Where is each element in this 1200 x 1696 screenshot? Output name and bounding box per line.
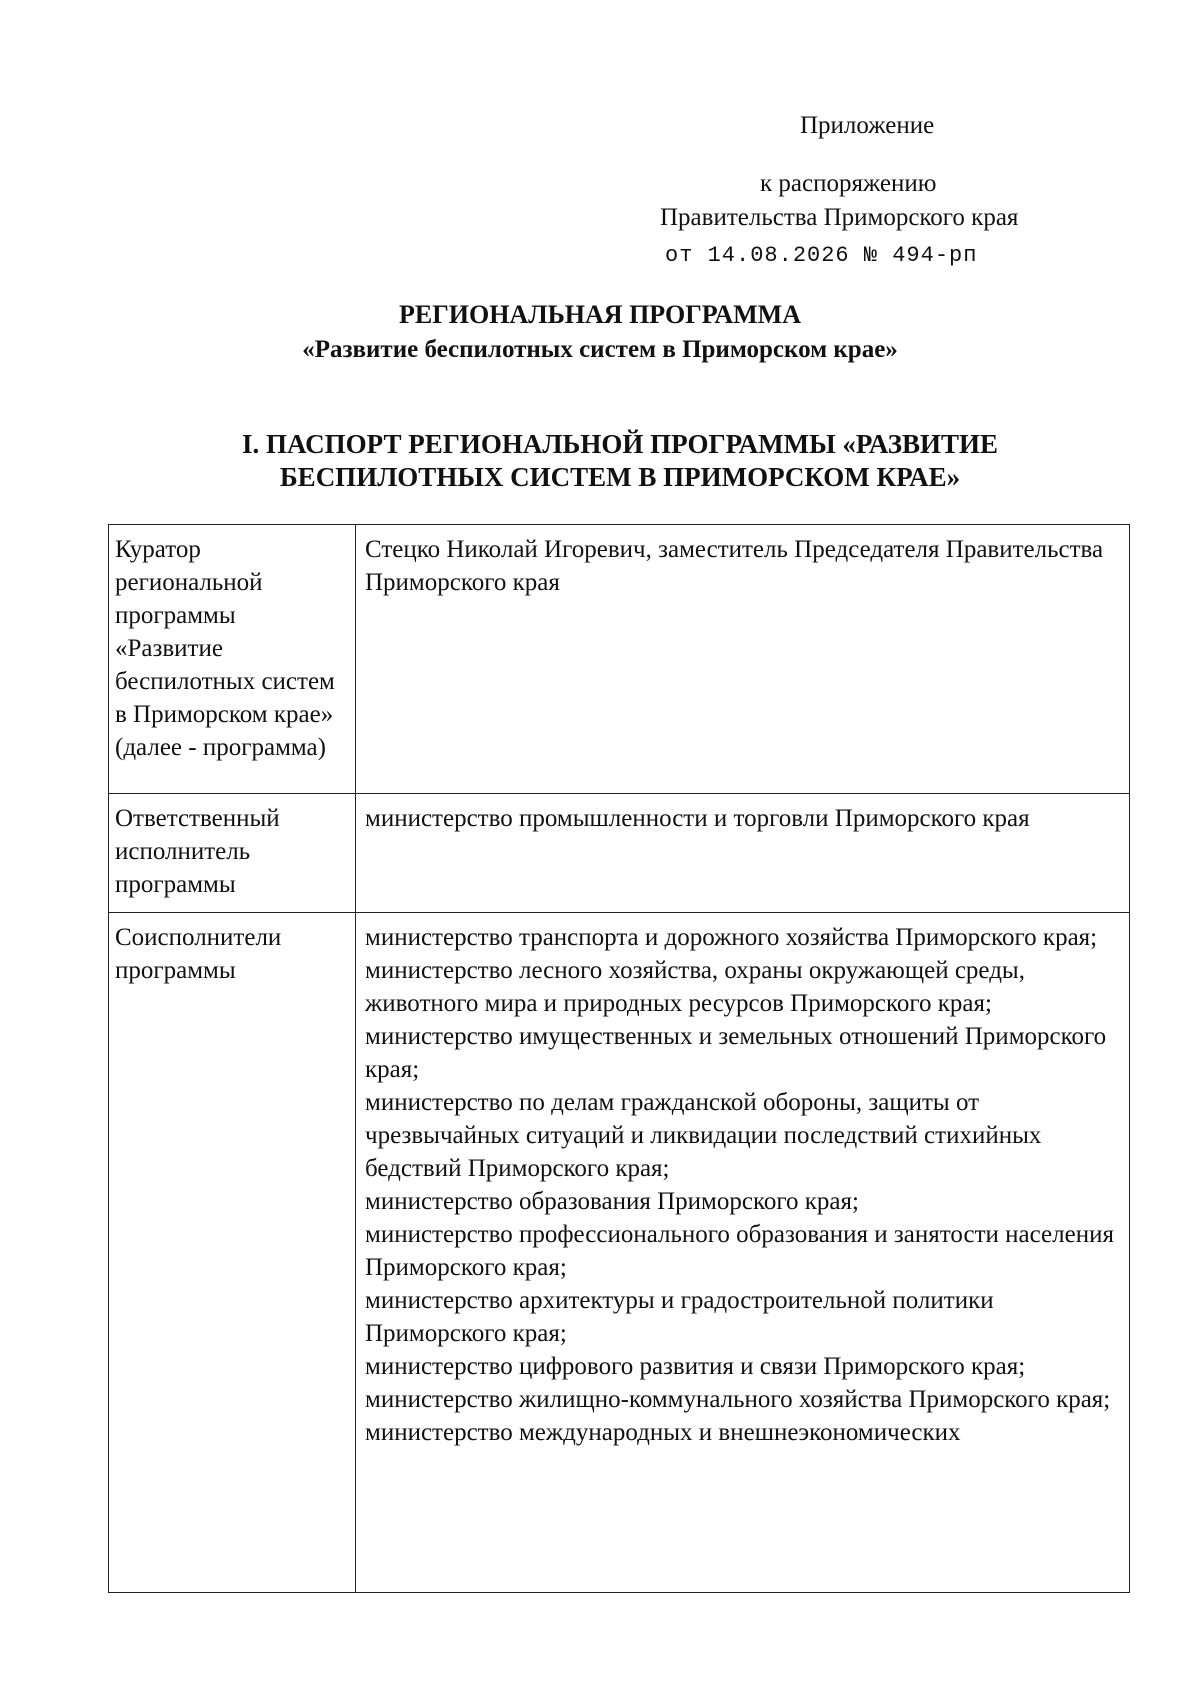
program-subtitle: «Развитие беспилотных систем в Приморском крае» [302,336,898,363]
list-item: министерство цифрового развития и связи Приморского края; [365,1353,1026,1380]
appendix-line-to: к распоряжению [760,170,937,197]
list-item: министерство лесного хозяйства, охраны окружающей среды, животного мира и природных ресурсов Приморского края; [365,957,1025,1017]
row-value-responsible: министерство промышленности и торговли Приморского края [356,794,1130,913]
table-row [109,525,1130,794]
row-label-responsible: Ответственный исполнитель программы [109,794,356,913]
row-label-coexecutors: Соисполнители программы [109,913,356,1593]
list-item: министерство архитектуры и градостроительной политики Приморского края; [365,1287,994,1347]
appendix-date-number: от 14.08.2026 № 494-рп [665,243,978,268]
passport-table [108,524,1130,1593]
list-item: министерство профессионального образования и занятости населения Приморского края; [365,1221,1114,1281]
program-title: РЕГИОНАЛЬНАЯ ПРОГРАММА [399,300,801,329]
list-item: министерство образования Приморского края; [365,1188,859,1215]
row-value-curator: Стецко Николай Игоревич, заместитель Председателя Правительства Приморского края [356,525,1130,794]
appendix-line-government: Правительства Приморского края [660,204,1019,231]
table-row [109,794,1130,913]
list-item: министерство транспорта и дорожного хозяйства Приморского края; [365,924,1098,951]
appendix-title: Приложение [800,112,935,139]
list-item: министерство имущественных и земельных отношений Приморского края; [365,1023,1107,1083]
list-item: министерство международных и внешнеэкономических [365,1419,961,1446]
section-title-line-1: I. ПАСПОРТ РЕГИОНАЛЬНОЙ ПРОГРАММЫ «РАЗВИТИЕ [241,429,999,459]
row-value-coexecutors [356,913,1130,1593]
table-row [109,913,1130,1593]
list-item: министерство жилищно-коммунального хозяйства Приморского края; [365,1386,1111,1413]
list-item: министерство по делам гражданской обороны, защиты от чрезвычайных ситуаций и ликвидации последствий стихийных бедствий Приморского края; [365,1089,1042,1182]
section-title-line-2: БЕСПИЛОТНЫХ СИСТЕМ В ПРИМОРСКОМ КРАЕ» [279,462,961,492]
row-label-curator: Куратор региональной программы «Развитие беспилотных систем в Приморском крае» (далее - программа) [109,525,356,794]
section-title [80,428,1160,494]
